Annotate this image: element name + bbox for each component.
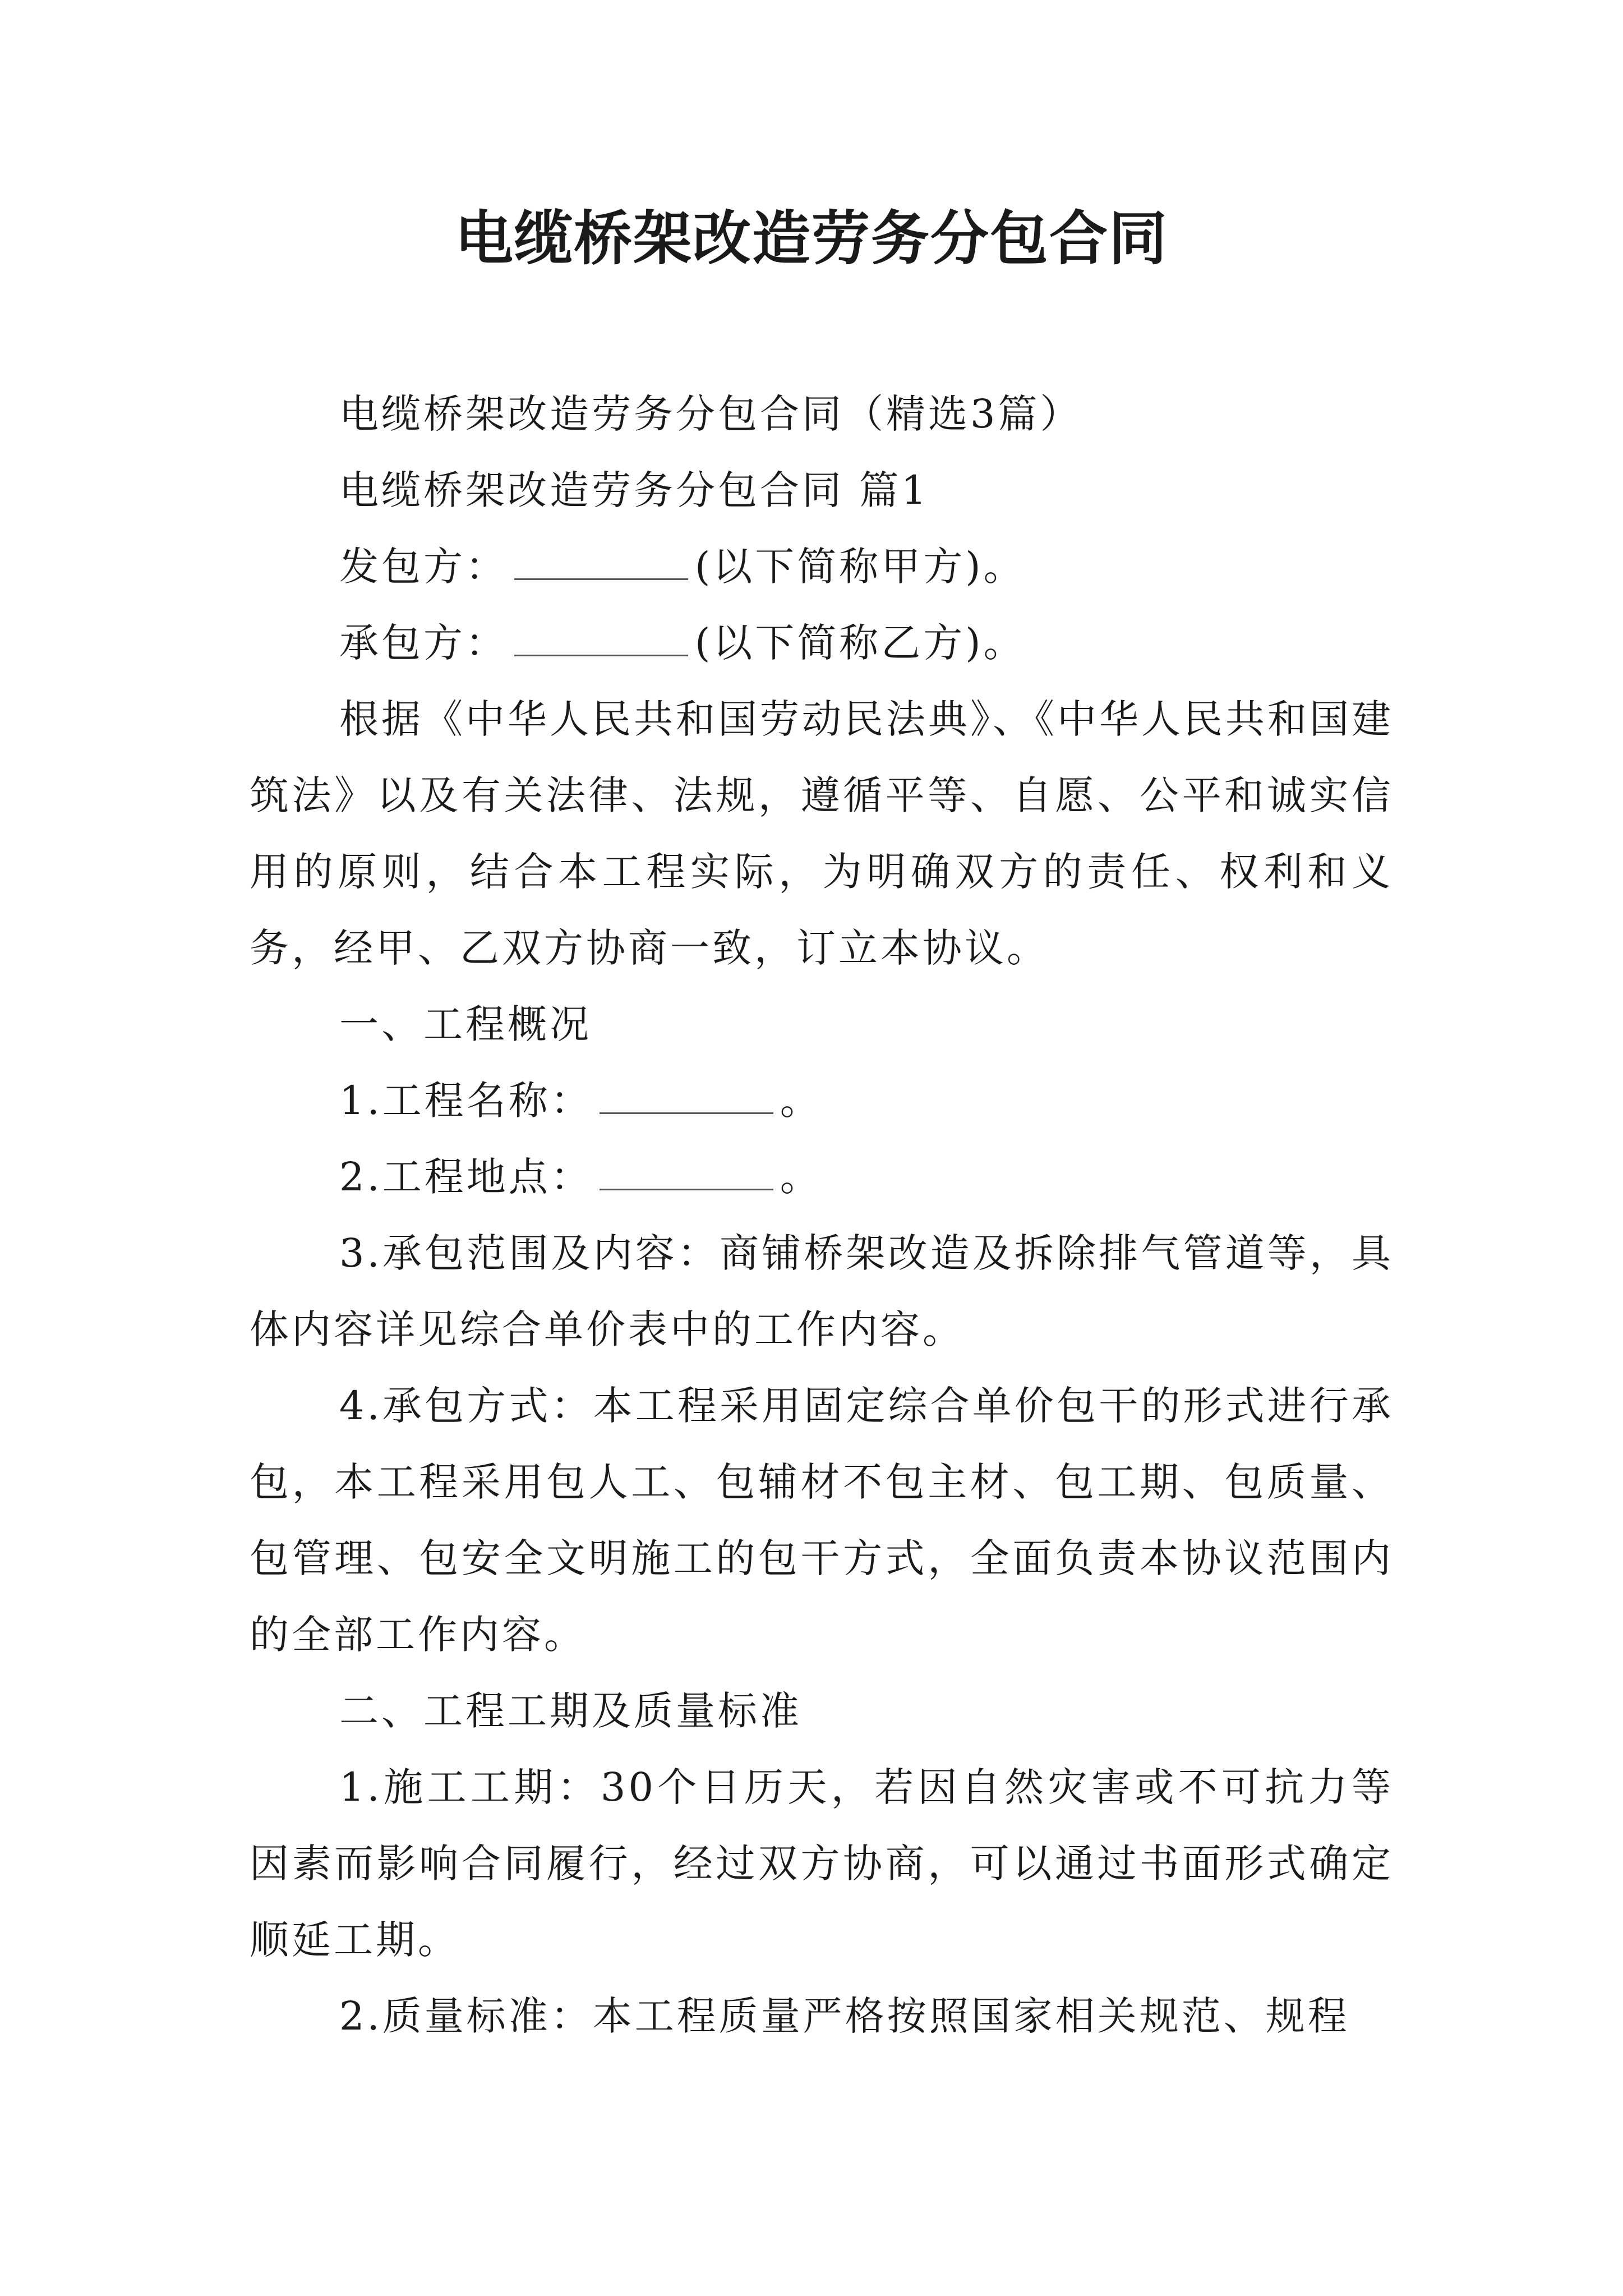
part-heading: 电缆桥架改造劳务分包合同 篇1 bbox=[339, 467, 929, 513]
project-location-line bbox=[250, 1139, 1394, 1215]
project-name-label: 1.工程名称： bbox=[339, 1078, 593, 1124]
section-heading-schedule-quality: 二、工程工期及质量标准 bbox=[339, 1688, 802, 1734]
project-location-blank bbox=[600, 1149, 773, 1190]
party-a-blank bbox=[514, 539, 688, 580]
contract-method-paragraph: 4.承包方式：本工程采用固定综合单价包干的形式进行承包，本工程采用包人工、包辅材不包主材、包工期、包质量、包管理、包安全文明施工的包干方式，全面负责本协议范围内的全部工作内容。 bbox=[250, 1383, 1394, 1658]
project-name-blank bbox=[600, 1073, 773, 1114]
party-a-label: 发包方： bbox=[339, 544, 508, 590]
document-title: 电缆桥架改造劳务分包合同 bbox=[454, 204, 1168, 273]
party-b-suffix: (以下简称乙方)。 bbox=[695, 620, 1026, 666]
quality-paragraph: 2.质量标准：本工程质量严格按照国家相关规范、规程 bbox=[339, 1993, 1350, 2039]
party-b-label: 承包方： bbox=[339, 620, 508, 666]
project-location-suffix: 。 bbox=[780, 1154, 822, 1200]
party-a-line bbox=[250, 528, 1394, 605]
project-location-label: 2.工程地点： bbox=[339, 1154, 593, 1200]
section-heading-overview: 一、工程概况 bbox=[339, 1001, 592, 1047]
party-b-blank bbox=[514, 615, 688, 656]
preamble-paragraph: 根据《中华人民共和国劳动民法典》、《中华人民共和国建筑法》以及有关法律、法规，遵循平等、自愿、公平和诚实信用的原则，结合本工程实际，为明确双方的责任、权利和义务，经甲、乙双方协商一致，订立本协议。 bbox=[250, 696, 1394, 971]
party-b-line bbox=[250, 605, 1394, 681]
project-name-suffix: 。 bbox=[780, 1078, 822, 1124]
document-body bbox=[250, 376, 1394, 2054]
scope-paragraph: 3.承包范围及内容：商铺桥架改造及拆除排气管道等，具体内容详见综合单价表中的工作内容。 bbox=[250, 1230, 1394, 1352]
party-a-suffix: (以下简称甲方)。 bbox=[695, 544, 1026, 590]
schedule-paragraph: 1.施工工期：30个日历天，若因自然灾害或不可抗力等因素而影响合同履行，经过双方协商，可以通过书面形式确定顺延工期。 bbox=[250, 1764, 1394, 1963]
project-name-line bbox=[250, 1062, 1394, 1139]
document-subtitle: 电缆桥架改造劳务分包合同（精选3篇） bbox=[339, 391, 1082, 437]
